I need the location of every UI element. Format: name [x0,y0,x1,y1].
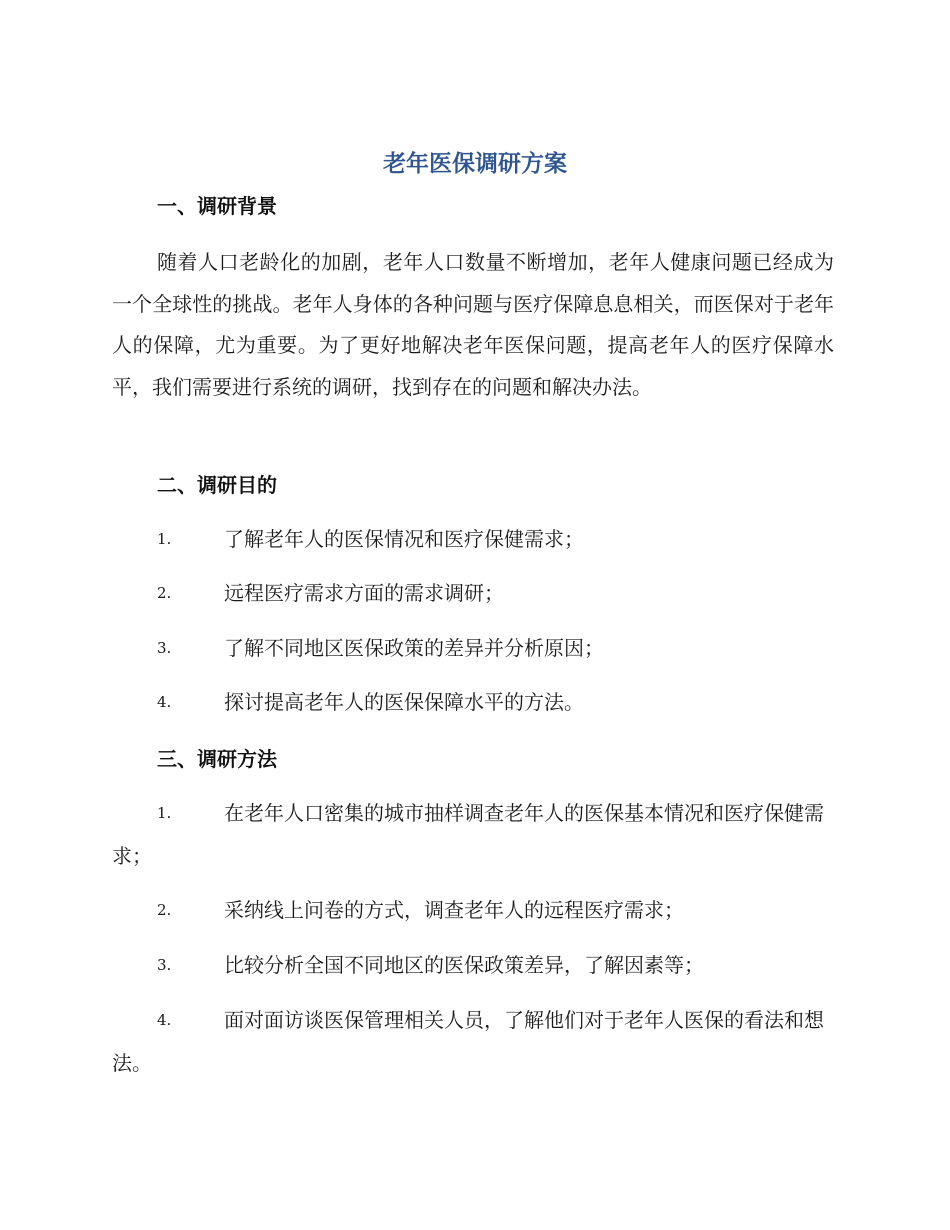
section-heading-method: 三、调研方法 [157,747,277,771]
list-item [112,999,834,1085]
list-item-number: 1. [157,804,172,822]
background-paragraph: 随着人口老龄化的加剧，老年人口数量不断增加，老年人健康问题已经成为一个全球性的挑战。老年人身体的各种问题与医疗保障息息相关，而医保对于老年人的保障，尤为重要。为了更好地解决老年医保问题，提高老年人的医疗保障水平，我们需要进行系统的调研，找到存在的问题和解决办法。 [112,250,834,399]
list-item [112,889,834,932]
document-title: 老年医保调研方案 [383,151,567,177]
list-item [112,572,834,615]
list-item-number: 3. [157,956,172,974]
list-item [112,792,834,878]
list-item [112,944,834,987]
list-item-text: 了解不同地区医保政策的差异并分析原因； [224,636,604,660]
list-item-text: 远程医疗需求方面的需求调研； [224,581,504,605]
list-item-number: 3. [157,639,172,657]
list-item [112,627,834,670]
list-item-number: 4. [157,1011,172,1029]
list-item-text: 比较分析全国不同地区的医保政策差异，了解因素等； [224,953,704,977]
list-item-text: 面对面访谈医保管理相关人员，了解他们对于老年人医保的看法和想法。 [112,1008,824,1075]
list-item [112,681,834,724]
list-item-text: 了解老年人的医保情况和医疗保健需求； [224,527,584,551]
section-heading-background: 一、调研背景 [157,194,277,218]
list-item-number: 1. [157,530,172,548]
list-item-number: 2. [157,901,172,919]
list-item-text: 采纳线上问卷的方式，调查老年人的远程医疗需求； [224,898,684,922]
list-item [112,518,834,561]
list-item-number: 2. [157,584,172,602]
section-heading-purpose: 二、调研目的 [157,473,277,497]
list-item-text: 在老年人口密集的城市抽样调查老年人的医保基本情况和医疗保健需求； [112,801,824,868]
list-item-number: 4. [157,693,172,711]
list-item-text: 探讨提高老年人的医保保障水平的方法。 [224,690,584,714]
